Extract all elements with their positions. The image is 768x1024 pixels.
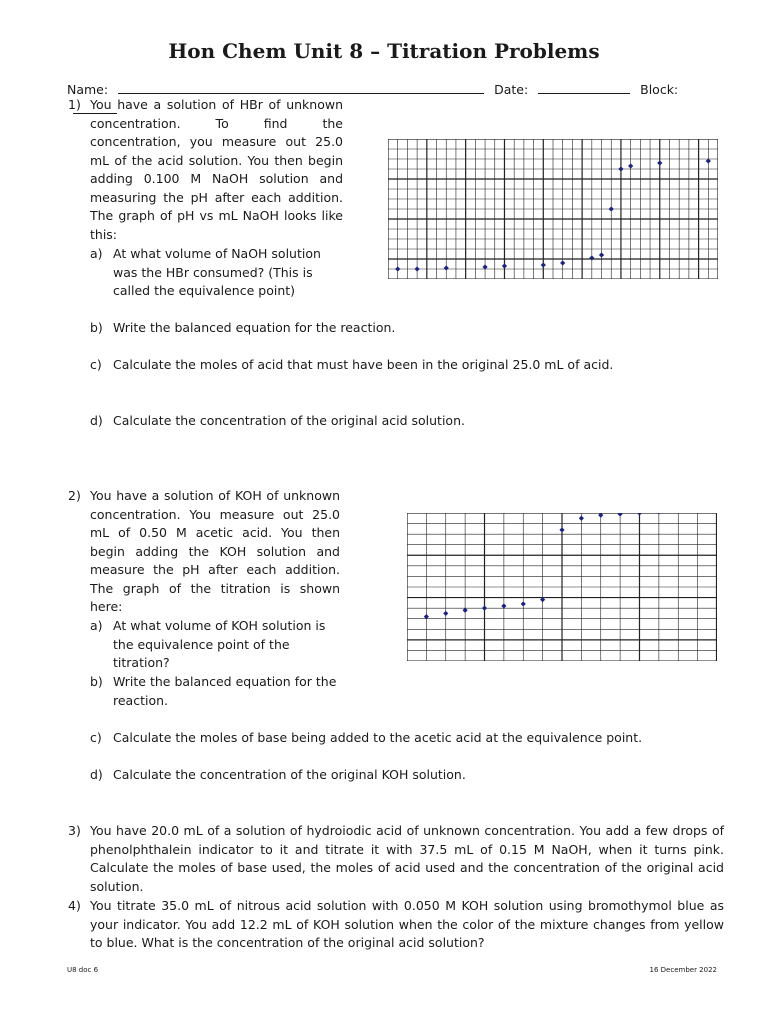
name-blank[interactable] [118, 80, 484, 94]
problem-1b-text: Write the balanced equation for the reaction. [113, 320, 396, 335]
problem-1a-label: a) [90, 246, 103, 261]
problem-1c-text: Calculate the moles of acid that must have been in the original 25.0 mL of acid. [113, 357, 614, 372]
date-label: Date: [494, 82, 529, 97]
data-point [657, 160, 662, 165]
data-point [559, 527, 564, 532]
problem-1b-label: b) [90, 320, 103, 335]
page-title: Hon Chem Unit 8 – Titration Problems [168, 39, 600, 63]
data-point [579, 516, 584, 521]
problem-2a-label: a) [90, 618, 103, 633]
data-point [628, 163, 633, 168]
titration-chart-2 [407, 513, 717, 661]
data-point [482, 606, 487, 611]
problem-4-text: You titrate 35.0 mL of nitrous acid solution with 0.050 M KOH solution using bromothymol blue as your indicator. You add 12.2 mL of KOH solution when the color of the mixture changes from yellow to blue. What is the concentration of the original acid solution? [90, 898, 724, 950]
problem-2d-label: d) [90, 767, 103, 782]
data-point [609, 206, 614, 211]
problem-2-number: 2) [68, 488, 81, 503]
data-point [599, 252, 604, 257]
data-point [637, 513, 642, 516]
chart-grid [407, 513, 717, 661]
footer-doc-id: U8 doc 6 [67, 966, 99, 974]
problem-3-text: You have 20.0 mL of a solution of hydroiodic acid of unknown concentration. You add a few drops of phenolphthalein indicator to it and titrate it with 37.5 mL of 0.15 M NaOH, when it turns pink. Calculate the moles of base used, the moles of acid used and the concentration of the original acid solution. [90, 823, 724, 894]
problem-2b-text: Write the balanced equation for the reaction. [113, 674, 337, 708]
data-point [443, 611, 448, 616]
problem-1c-label: c) [90, 357, 102, 372]
problem-2b-label: b) [90, 674, 103, 689]
titration-chart-1 [388, 139, 718, 279]
problem-1a-text: At what volume of NaOH solution was the HBr consumed? (This is called the equivalence point) [113, 246, 321, 298]
name-label: Name: [67, 82, 109, 97]
data-point [415, 266, 420, 271]
problem-1-text: You have a solution of HBr of unknown concentration. To find the concentration, you measure out 25.0 mL of the acid solution. You then begin adding 0.100 M NaOH solution and measuring the pH after each addition. The graph of pH vs mL NaOH looks like this: [90, 97, 343, 242]
problem-2d-text: Calculate the concentration of the original KOH solution. [113, 767, 466, 782]
chart-grid [388, 139, 718, 279]
data-point [560, 260, 565, 265]
problem-4-number: 4) [68, 898, 81, 913]
data-point [541, 262, 546, 267]
data-point [521, 601, 526, 606]
data-point [598, 513, 603, 518]
date-blank[interactable] [538, 80, 630, 94]
data-point [502, 263, 507, 268]
block-label: Block: [640, 82, 679, 97]
data-point [618, 166, 623, 171]
problem-2c-text: Calculate the moles of base being added to the acetic acid at the equivalence point. [113, 730, 643, 745]
data-point [618, 513, 623, 517]
problem-1d-label: d) [90, 413, 103, 428]
footer-date: 16 December 2022 [649, 966, 717, 974]
data-point [444, 265, 449, 270]
problem-1d-text: Calculate the concentration of the original acid solution. [113, 413, 465, 428]
problem-2c-label: c) [90, 730, 102, 745]
problem-1-number: 1) [68, 97, 81, 112]
problem-2-text: You have a solution of KOH of unknown concentration. You measure out 25.0 mL of 0.50 M acetic acid. You then begin adding the KOH solution and measure the pH after each addition. The graph of the titration is shown here: [90, 488, 340, 614]
problem-3-number: 3) [68, 823, 81, 838]
problem-2a-text: At what volume of KOH solution is the equivalence point of the titration? [113, 618, 326, 670]
data-point [589, 255, 594, 260]
data-point [395, 266, 400, 271]
